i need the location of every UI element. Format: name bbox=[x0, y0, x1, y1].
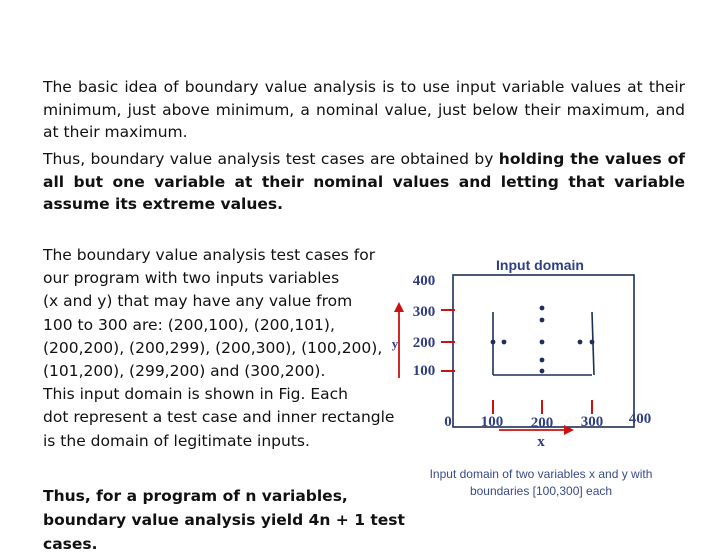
intro-lead-text: Thus, boundary value analysis test cases are obtained by bbox=[43, 150, 499, 168]
x-tick-label: 0 bbox=[444, 414, 452, 430]
diagram-title: Input domain bbox=[496, 257, 584, 273]
input-domain-diagram bbox=[380, 250, 700, 500]
x-tick-label: 400 bbox=[628, 411, 652, 427]
y-tick-label: 300 bbox=[412, 304, 436, 320]
y-tick-label: 200 bbox=[412, 335, 436, 351]
test-case-dot bbox=[578, 340, 583, 345]
body-line: is the domain of legitimate inputs. bbox=[43, 431, 310, 450]
test-cases-paragraph bbox=[43, 244, 415, 453]
y-tick-label: 100 bbox=[412, 363, 436, 379]
intro-emphasis-paragraph bbox=[43, 148, 685, 216]
test-case-dot bbox=[491, 340, 496, 345]
diagram-caption-line: Input domain of two variables x and y with bbox=[429, 467, 653, 481]
conclusion-line: boundary value analysis yield 4n + 1 test cases. bbox=[43, 511, 405, 553]
test-case-dot bbox=[540, 340, 545, 345]
intro-emphasis-text: holding the values of all but one variable at their nominal values and letting that variable assume its extreme values. bbox=[43, 150, 685, 214]
body-line: (x and y) that may have any value from bbox=[43, 292, 353, 311]
body-line: (101,200), (299,200) and (300,200). bbox=[43, 362, 326, 381]
x-axis-label: x bbox=[537, 434, 545, 450]
conclusion-line: Thus, for a program of n variables, bbox=[43, 487, 348, 505]
x-tick-label: 300 bbox=[580, 414, 604, 430]
body-line: 100 to 300 are: (200,100), (200,101), bbox=[43, 315, 335, 334]
intro-text: The basic idea of boundary value analysis is to use input variable values at their minimum, just above minimum, a nominal value, just below their maximum, and at their maximum. bbox=[43, 78, 685, 142]
test-case-dot bbox=[540, 318, 545, 323]
test-case-dot bbox=[540, 306, 545, 311]
x-tick-label: 100 bbox=[480, 414, 504, 430]
body-line: This input domain is shown in Fig. Each bbox=[43, 385, 348, 404]
diagram-caption-line: boundaries [100,300] each bbox=[469, 484, 613, 498]
test-case-dots bbox=[491, 306, 595, 374]
y-axis-arrowhead bbox=[394, 302, 404, 312]
test-case-dot bbox=[502, 340, 507, 345]
x-tick-label: 200 bbox=[530, 415, 554, 431]
test-case-dot bbox=[590, 340, 595, 345]
test-case-dot bbox=[540, 369, 545, 374]
body-line: The boundary value analysis test cases for bbox=[43, 246, 376, 264]
body-line: dot represent a test case and inner rectangle bbox=[43, 408, 395, 427]
outer-domain-box bbox=[453, 275, 634, 427]
y-tick-label: 400 bbox=[412, 273, 436, 289]
intro-paragraph bbox=[43, 76, 685, 144]
test-case-dot bbox=[540, 358, 545, 363]
body-line: our program with two inputs variables bbox=[43, 269, 340, 288]
y-axis-label: y bbox=[391, 336, 399, 351]
body-line: (200,200), (200,299), (200,300), (100,200), bbox=[43, 338, 383, 357]
